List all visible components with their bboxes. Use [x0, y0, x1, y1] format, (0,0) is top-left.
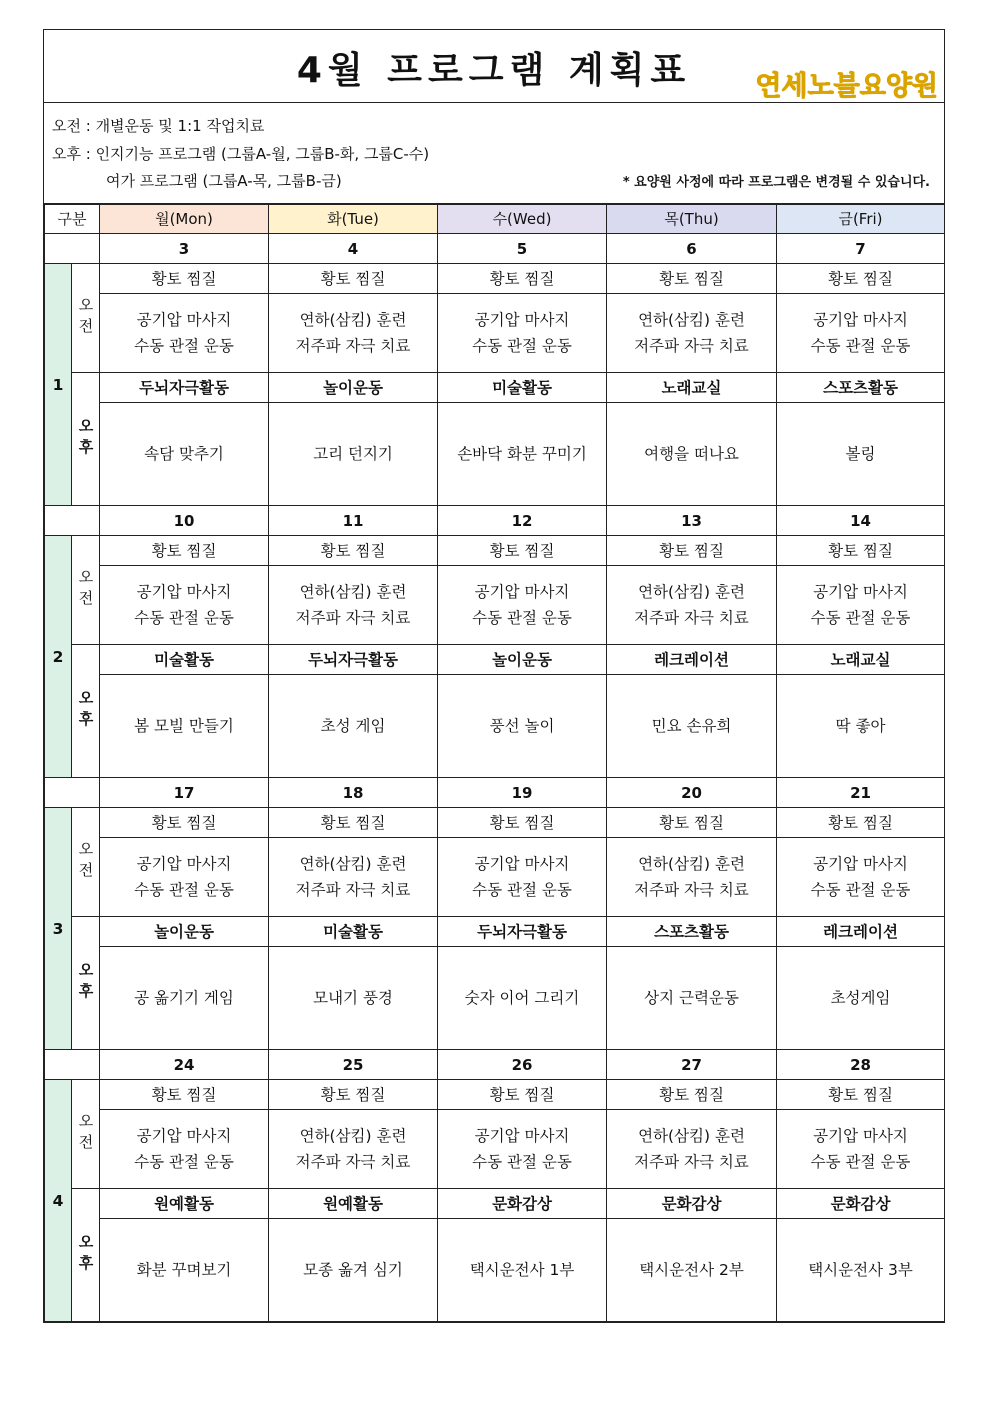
am-therapy-line-2: 수동 관절 운동	[134, 337, 234, 355]
am-therapy-line-2: 수동 관절 운동	[810, 337, 911, 355]
sauna-cell: 황토 찜질	[269, 1080, 438, 1110]
am-therapy-line-1: 공기압 마사지	[474, 1127, 570, 1145]
program-cell: 미술활동	[438, 373, 607, 403]
am-therapy-cell	[438, 294, 607, 373]
am-therapy-line-2: 수동 관절 운동	[472, 1153, 572, 1171]
page-title: 4월 프로그램 계획표	[296, 50, 692, 91]
sauna-cell: 황토 찜질	[777, 264, 945, 294]
date-cell: 20	[607, 778, 777, 808]
schedule-sheet	[43, 29, 945, 1323]
date-cell: 13	[607, 506, 777, 536]
activity-row	[45, 675, 945, 778]
am-therapy-line-1: 공기압 마사지	[813, 855, 908, 873]
date-cell: 25	[269, 1050, 438, 1080]
am-therapy-cell	[607, 838, 777, 917]
sauna-cell: 황토 찜질	[607, 1080, 777, 1110]
program-row	[45, 1189, 945, 1219]
am-therapy-line-1: 공기압 마사지	[136, 583, 232, 601]
sauna-cell: 황토 찜질	[269, 264, 438, 294]
sauna-cell: 황토 찜질	[607, 536, 777, 566]
am-therapy-cell	[100, 294, 269, 373]
am-therapy-line-2: 수동 관절 운동	[472, 881, 572, 899]
date-cell: 27	[607, 1050, 777, 1080]
am-therapy-line-2: 저주파 자극 치료	[634, 881, 749, 899]
date-cell: 10	[100, 506, 269, 536]
am-therapy-line-2: 수동 관절 운동	[134, 881, 234, 899]
activity-cell: 택시운전사 1부	[438, 1219, 607, 1322]
sauna-cell: 황토 찜질	[438, 264, 607, 294]
sauna-row	[45, 1080, 945, 1110]
am-therapy-cell	[777, 838, 945, 917]
am-therapy-cell	[438, 838, 607, 917]
info-area	[44, 103, 944, 204]
week-number: 2	[45, 536, 72, 778]
am-therapy-line-2: 저주파 자극 치료	[295, 337, 411, 355]
activity-cell: 민요 손유희	[607, 675, 777, 778]
title-area	[44, 30, 944, 103]
program-row	[45, 373, 945, 403]
sauna-cell: 황토 찜질	[100, 1080, 269, 1110]
schedule-table	[44, 204, 945, 1322]
activity-cell: 모종 옮겨 심기	[269, 1219, 438, 1322]
date-cell: 4	[269, 234, 438, 264]
date-cell: 5	[438, 234, 607, 264]
am-therapy-line-2: 수동 관절 운동	[810, 609, 911, 627]
activity-cell: 딱 좋아	[777, 675, 945, 778]
date-cell: 11	[269, 506, 438, 536]
am-therapy-line-2: 저주파 자극 치료	[634, 1153, 749, 1171]
sauna-row	[45, 808, 945, 838]
am-therapy-line-1: 연하(삼킴) 훈련	[299, 311, 407, 329]
info-pm: 오후 : 인지기능 프로그램 (그룹A-월, 그룹B-화, 그룹C-수)	[52, 145, 430, 163]
am-therapy-line-1: 공기압 마사지	[136, 311, 232, 329]
sauna-cell: 황토 찜질	[777, 1080, 945, 1110]
period-pm-label: 오후	[72, 373, 100, 506]
activity-row	[45, 403, 945, 506]
am-therapy-cell	[100, 838, 269, 917]
am-therapy-cell	[607, 566, 777, 645]
activity-cell: 모내기 풍경	[269, 947, 438, 1050]
program-cell: 미술활동	[269, 917, 438, 947]
am-therapy-line-1: 공기압 마사지	[813, 583, 908, 601]
sauna-cell: 황토 찜질	[607, 808, 777, 838]
info-am: 오전 : 개별운동 및 1:1 작업치료	[52, 117, 265, 135]
sauna-cell: 황토 찜질	[438, 808, 607, 838]
activity-cell: 택시운전사 2부	[607, 1219, 777, 1322]
header-tue: 화(Tue)	[269, 205, 438, 234]
sauna-cell: 황토 찜질	[100, 808, 269, 838]
program-cell: 놀이운동	[438, 645, 607, 675]
date-cell: 12	[438, 506, 607, 536]
am-therapy-line-1: 공기압 마사지	[813, 311, 908, 329]
am-therapy-line-2: 저주파 자극 치료	[295, 881, 411, 899]
activity-cell: 봄 모빌 만들기	[100, 675, 269, 778]
sauna-cell: 황토 찜질	[777, 536, 945, 566]
am-therapy-cell	[438, 1110, 607, 1189]
header-row	[45, 205, 945, 234]
activity-cell: 택시운전사 3부	[777, 1219, 945, 1322]
header-thu: 목(Thu)	[607, 205, 777, 234]
am-therapy-row	[45, 294, 945, 373]
program-cell: 문화감상	[777, 1189, 945, 1219]
am-therapy-line-1: 공기압 마사지	[136, 855, 232, 873]
am-therapy-cell	[607, 294, 777, 373]
program-cell: 놀이운동	[100, 917, 269, 947]
activity-row	[45, 947, 945, 1050]
sauna-cell: 황토 찜질	[438, 1080, 607, 1110]
date-cell: 26	[438, 1050, 607, 1080]
am-therapy-line-1: 연하(삼킴) 훈련	[638, 1127, 745, 1145]
date-row	[45, 234, 945, 264]
sauna-cell: 황토 찜질	[438, 536, 607, 566]
am-therapy-row	[45, 838, 945, 917]
sauna-cell: 황토 찜질	[269, 536, 438, 566]
am-therapy-line-2: 저주파 자극 치료	[634, 337, 749, 355]
am-therapy-line-1: 공기압 마사지	[813, 1127, 908, 1145]
program-cell: 두뇌자극활동	[269, 645, 438, 675]
date-cell: 19	[438, 778, 607, 808]
am-therapy-cell	[269, 294, 438, 373]
date-blank	[45, 778, 100, 808]
date-blank	[45, 1050, 100, 1080]
activity-cell: 초성게임	[777, 947, 945, 1050]
program-cell: 노래교실	[607, 373, 777, 403]
am-therapy-cell	[607, 1110, 777, 1189]
am-therapy-line-2: 수동 관절 운동	[472, 337, 572, 355]
am-therapy-line-1: 공기압 마사지	[136, 1127, 232, 1145]
header-gubun: 구분	[45, 205, 100, 234]
program-row	[45, 645, 945, 675]
date-cell: 21	[777, 778, 945, 808]
program-cell: 미술활동	[100, 645, 269, 675]
program-cell: 문화감상	[607, 1189, 777, 1219]
activity-cell: 숫자 이어 그리기	[438, 947, 607, 1050]
week-number: 1	[45, 264, 72, 506]
sauna-row	[45, 536, 945, 566]
program-cell: 원예활동	[269, 1189, 438, 1219]
period-am-label: 오전	[72, 808, 100, 917]
am-therapy-line-1: 연하(삼킴) 훈련	[299, 1127, 407, 1145]
period-pm-label: 오후	[72, 645, 100, 778]
am-therapy-cell	[777, 1110, 945, 1189]
date-cell: 18	[269, 778, 438, 808]
am-therapy-cell	[777, 294, 945, 373]
am-therapy-row	[45, 566, 945, 645]
am-therapy-line-2: 저주파 자극 치료	[634, 609, 749, 627]
am-therapy-line-2: 저주파 자극 치료	[295, 609, 411, 627]
am-therapy-cell	[438, 566, 607, 645]
am-therapy-line-1: 공기압 마사지	[474, 583, 570, 601]
am-therapy-cell	[100, 566, 269, 645]
am-therapy-line-1: 연하(삼킴) 훈련	[299, 855, 407, 873]
program-cell: 스포츠활동	[777, 373, 945, 403]
program-row	[45, 917, 945, 947]
program-cell: 레크레이션	[777, 917, 945, 947]
program-cell: 문화감상	[438, 1189, 607, 1219]
program-cell: 놀이운동	[269, 373, 438, 403]
activity-cell: 초성 게임	[269, 675, 438, 778]
activity-cell: 속담 맞추기	[100, 403, 269, 506]
date-cell: 7	[777, 234, 945, 264]
am-therapy-line-1: 연하(삼킴) 훈련	[638, 855, 745, 873]
sauna-cell: 황토 찜질	[100, 536, 269, 566]
date-row	[45, 506, 945, 536]
am-therapy-cell	[100, 1110, 269, 1189]
program-cell: 두뇌자극활동	[438, 917, 607, 947]
week-number: 3	[45, 808, 72, 1050]
period-am-label: 오전	[72, 536, 100, 645]
am-therapy-line-2: 수동 관절 운동	[810, 1153, 911, 1171]
am-therapy-cell	[269, 838, 438, 917]
am-therapy-line-2: 수동 관절 운동	[134, 1153, 234, 1171]
am-therapy-line-1: 연하(삼킴) 훈련	[638, 311, 745, 329]
header-wed: 수(Wed)	[438, 205, 607, 234]
am-therapy-line-2: 수동 관절 운동	[134, 609, 234, 627]
program-cell: 레크레이션	[607, 645, 777, 675]
am-therapy-line-1: 공기압 마사지	[474, 311, 570, 329]
activity-cell: 여행을 떠나요	[607, 403, 777, 506]
activity-cell: 풍선 놀이	[438, 675, 607, 778]
header-fri: 금(Fri)	[777, 205, 945, 234]
am-therapy-line-2: 수동 관절 운동	[810, 881, 911, 899]
sauna-cell: 황토 찜질	[607, 264, 777, 294]
organization-name: 연세노블요양원	[755, 71, 938, 102]
program-cell: 두뇌자극활동	[100, 373, 269, 403]
activity-cell: 상지 근력운동	[607, 947, 777, 1050]
activity-cell: 볼링	[777, 403, 945, 506]
info-note: * 요양원 사정에 따라 프로그램은 변경될 수 있습니다.	[622, 175, 930, 190]
date-cell: 6	[607, 234, 777, 264]
sauna-cell: 황토 찜질	[777, 808, 945, 838]
week-number: 4	[45, 1080, 72, 1322]
am-therapy-line-2: 수동 관절 운동	[472, 609, 572, 627]
date-blank	[45, 234, 100, 264]
program-cell: 스포츠활동	[607, 917, 777, 947]
activity-row	[45, 1219, 945, 1322]
date-row	[45, 1050, 945, 1080]
am-therapy-line-2: 저주파 자극 치료	[295, 1153, 411, 1171]
header-mon: 월(Mon)	[100, 205, 269, 234]
date-row	[45, 778, 945, 808]
program-cell: 원예활동	[100, 1189, 269, 1219]
date-cell: 28	[777, 1050, 945, 1080]
am-therapy-line-1: 공기압 마사지	[474, 855, 570, 873]
activity-cell: 공 옮기기 게임	[100, 947, 269, 1050]
am-therapy-cell	[777, 566, 945, 645]
activity-cell: 고리 던지기	[269, 403, 438, 506]
sauna-row	[45, 264, 945, 294]
date-cell: 3	[100, 234, 269, 264]
date-cell: 24	[100, 1050, 269, 1080]
activity-cell: 화분 꾸며보기	[100, 1219, 269, 1322]
activity-cell: 손바닥 화분 꾸미기	[438, 403, 607, 506]
am-therapy-row	[45, 1110, 945, 1189]
period-pm-label: 오후	[72, 1189, 100, 1322]
am-therapy-line-1: 연하(삼킴) 훈련	[299, 583, 407, 601]
date-cell: 17	[100, 778, 269, 808]
sauna-cell: 황토 찜질	[100, 264, 269, 294]
date-blank	[45, 506, 100, 536]
period-am-label: 오전	[72, 264, 100, 373]
period-am-label: 오전	[72, 1080, 100, 1189]
sauna-cell: 황토 찜질	[269, 808, 438, 838]
am-therapy-cell	[269, 1110, 438, 1189]
date-cell: 14	[777, 506, 945, 536]
program-cell: 노래교실	[777, 645, 945, 675]
am-therapy-cell	[269, 566, 438, 645]
info-leisure: 여가 프로그램 (그룹A-목, 그룹B-금)	[106, 172, 342, 190]
am-therapy-line-1: 연하(삼킴) 훈련	[638, 583, 745, 601]
period-pm-label: 오후	[72, 917, 100, 1050]
